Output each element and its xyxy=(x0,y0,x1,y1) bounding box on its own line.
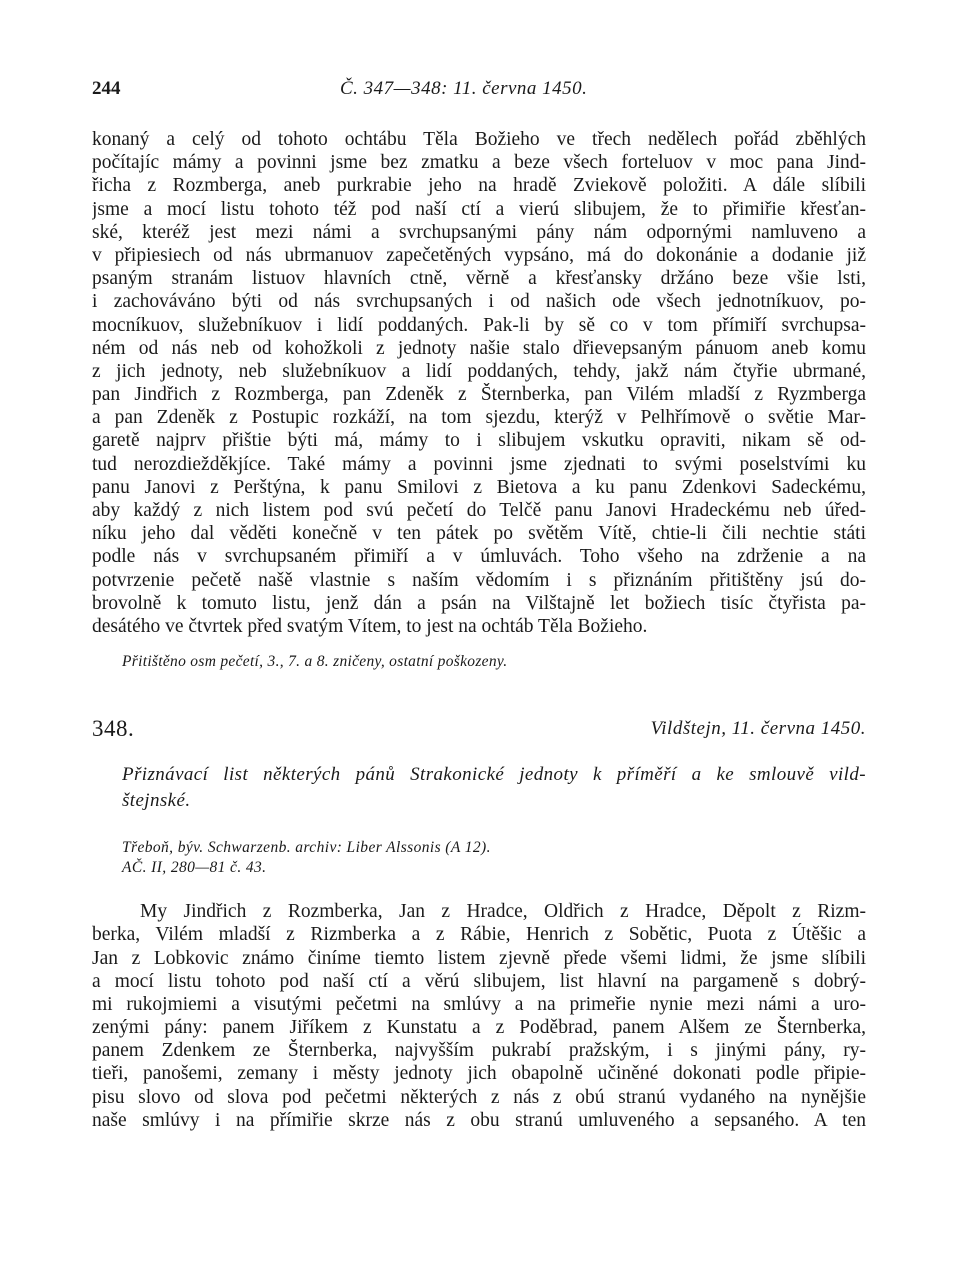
text-line: mocníkuov, služebníkuov i lidí poddaných. Pak-li by sě co v tom přímiří svrchupsa- xyxy=(92,314,866,336)
summary-line: štejnské. xyxy=(122,790,191,812)
text-line: tieři, panošemi, zemany i městy jednoty jich obapolně učiněné dokonati podle připie- xyxy=(92,1063,866,1085)
document-number: 348. xyxy=(92,716,135,742)
text-line: podle nás v svrchupsaném přimiří a v úmluvách. Toho všeho na zdrženie a na xyxy=(92,546,866,568)
text-line: brovolně k tomuto listu, jenž dán a psán na Vilštajně let božiech tisíc čtyřista pa- xyxy=(92,592,866,614)
source-line: Třeboň, býv. Schwarzenb. archiv: Liber Alssonis (A 12). xyxy=(122,839,491,857)
text-line: psaným stranám listuov hlavních ctně, věrně a křesťansky držáno beze všie lsti, xyxy=(92,268,866,290)
text-line: v připiesiech od nás ubrmanuov zapečetěných vypsáno, má do dokonánie a dodanie již xyxy=(92,244,866,266)
text-line: ném od nás neb od kohožkoli z jednoty našie stalo dřievepsaným pánuom aneb komu xyxy=(92,337,866,359)
text-line: jsme a mocí listu tohoto též pod naší ctí a vierú slibujem, že to přimiřie křesťan- xyxy=(92,198,866,220)
source-line: AČ. II, 280—81 č. 43. xyxy=(122,859,267,877)
text-line: pisu slovo od slova pod pečetmi některých z nás z obú stranú vydaného na nynějšie xyxy=(92,1086,866,1108)
text-line: garetě najprv přištie býti má, mámy to i slibujem vskutku opraviti, nikam sě od- xyxy=(92,430,866,452)
text-line: počítajíc mámy a povinni jsme bez zmatku a beze všech forteluov v moc pana Jind- xyxy=(92,152,866,174)
text-line: naše smlúvy i na přímiřie skrze nás z obu stranú umluveného a sepsaného. A ten xyxy=(92,1109,866,1131)
text-line: Jan z Lobkovic známo činíme tiemto listem zjevně přede všemi lidmi, že jsme slíbili xyxy=(92,947,866,969)
text-line: a pan Zdeněk z Postupic rozkáží, na tom sjezdu, kterýž v Pelhřímově o světie Mar- xyxy=(92,407,866,429)
text-line: a mocí listu tohoto pod naší ctí a věrú slibujem, list hlavní na pargameně s dobrý- xyxy=(92,970,866,992)
text-line: panem Zdenkem ze Šternberka, najvyšším pukrabí pražským, i s jinými pány, ry- xyxy=(92,1040,866,1062)
text-line: panu Janovi z Perštýna, k panu Smilovi z Bietova a ku panu Zdenkovi Sadeckému, xyxy=(92,476,866,498)
document-347-text xyxy=(92,128,866,638)
text-line: mi rukojmiemi a visutými pečetmi na smlúvy a na primeřie nynie mezi námi a uro- xyxy=(92,993,866,1015)
document-summary xyxy=(92,762,866,814)
text-line: i zachováváno býti od nás svrchupsaných i od našich ode všech jednotníkuov, po- xyxy=(92,291,866,313)
book-page xyxy=(92,78,866,1132)
document-348-heading xyxy=(92,716,866,752)
text-line: My Jindřich z Rozmberka, Jan z Hradce, Oldřich z Hradce, Děpolt z Rizm- xyxy=(140,901,866,923)
summary-line: Přiznávací list některých pánů Strakonické jednoty k příměří a ke smlouvě vild- xyxy=(122,764,866,786)
page-number: 244 xyxy=(92,78,121,99)
text-line: konaný a celý od tohoto ochtábu Těla Božieho ve třech nedělech pořád zběhlých xyxy=(92,129,866,150)
document-348-text xyxy=(92,900,866,1132)
seal-note: Přitištěno osm pečetí, 3., 7. a 8. zničeny, ostatní poškozeny. xyxy=(122,653,508,671)
text-line: potvrzenie pečetě našě vlastnie s naším vědomím i s přiznáním přitištěny jsú do- xyxy=(92,569,866,591)
document-place-date: Vildštejn, 11. června 1450. xyxy=(650,718,866,740)
text-line: zenými pány: panem Jiříkem z Kunstatu a z Poděbrad, panem Alšem ze Šternberka, xyxy=(92,1017,866,1039)
document-sources xyxy=(92,838,866,878)
running-head xyxy=(92,78,866,112)
running-title: Č. 347—348: 11. června 1450. xyxy=(340,78,588,99)
text-line: z jich jednoty, neb služebníkuov a lidí poddaných, tehdy, jakž nám čtyřie ubrmané, xyxy=(92,360,866,382)
text-line: níku jeho dal věděti konečně v ten pátek po světěm Vítě, chtie-li čili nechtie státi xyxy=(92,523,866,545)
text-line: desátého ve čtvrtek před svatým Vítem, to jest na ochtáb Těla Božieho. xyxy=(92,615,648,637)
text-line: aby každý z nich listem pod svú pečetí do Telčě panu Janovi Hradeckému neb úřed- xyxy=(92,500,866,521)
text-line: pan Jindřich z Rozmberga, pan Zdeněk z Šternberka, pan Vilém mladší z Ryzmberga xyxy=(92,384,866,406)
text-line: řicha z Rozmberga, aneb purkrabie jeho na hradě Zviekově položiti. A dále slíbili xyxy=(92,175,866,197)
text-line: ské, kteréž jest mezi námi a svrchupsanými pány nám odpornými namluveno a xyxy=(92,221,866,243)
text-line: berka, Vilém mladší z Rizmberka a z Rábie, Henrich z Sobětic, Puota z Útěšic a xyxy=(92,924,866,946)
text-line: tud nerozdiežděkjíce. Také mámy a povinni jsme zjednati to svými poselstvími ku xyxy=(92,453,866,475)
